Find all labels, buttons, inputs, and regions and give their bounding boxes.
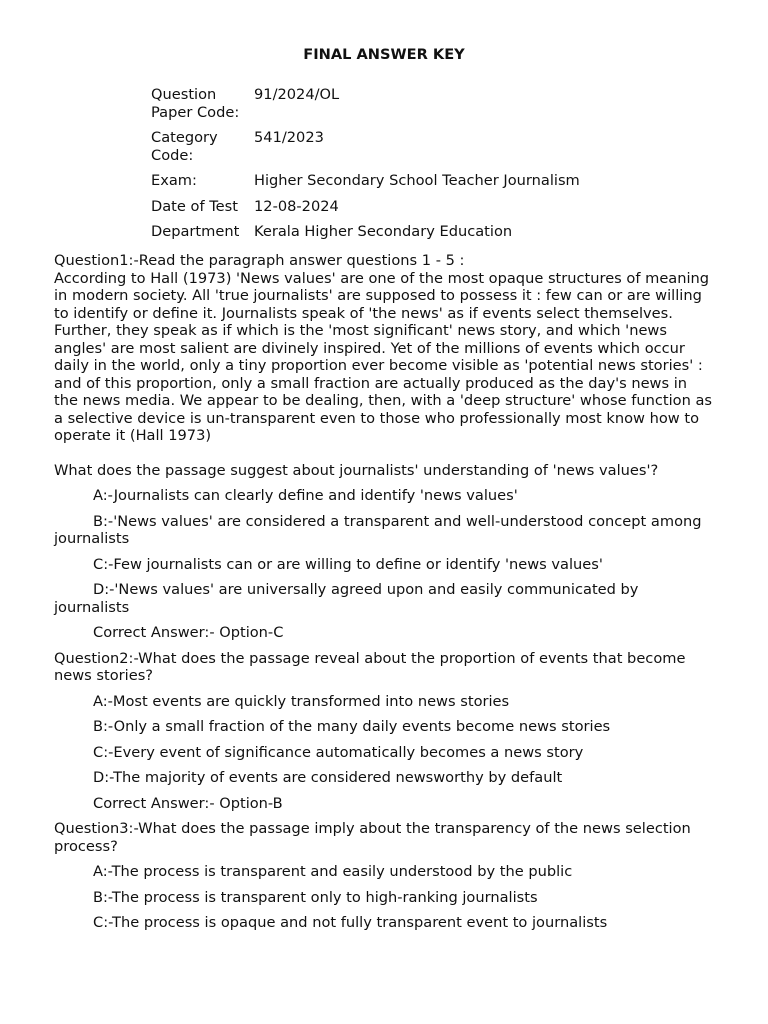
meta-row-department xyxy=(151,223,580,241)
document-title: FINAL ANSWER KEY xyxy=(303,46,465,63)
meta-label: Category Code: xyxy=(151,129,218,164)
question-1-option-c: C:-Few journalists can or are willing to define or identify 'news values' xyxy=(93,555,603,573)
question-2-correct-answer: Correct Answer:- Option-B xyxy=(93,794,283,812)
passage-heading: Question1:-Read the paragraph answer questions 1 - 5 : xyxy=(54,252,465,269)
question-1-option-d: D:-'News values' are universally agreed upon and easily communicated by journalists xyxy=(54,581,639,616)
question-2-stem: Question2:-What does the passage reveal about the proportion of events that become news stories? xyxy=(54,649,686,684)
meta-value: 12-08-2024 xyxy=(254,197,339,215)
question-1-option-a: A:-Journalists can clearly define and identify 'news values' xyxy=(93,487,518,504)
meta-row-question-paper-code xyxy=(151,86,580,129)
question-3-option-a: A:-The process is transparent and easily understood by the public xyxy=(93,863,573,880)
meta-label: Date of Test xyxy=(151,197,238,215)
question-3-option-b: B:-The process is transparent only to high-ranking journalists xyxy=(93,888,538,906)
question-1-correct-answer: Correct Answer:- Option-C xyxy=(93,624,284,641)
question-2-option-c: C:-Every event of significance automatically becomes a news story xyxy=(93,743,584,761)
question-3-option-c: C:-The process is opaque and not fully transparent event to journalists xyxy=(93,914,608,931)
meta-value: 91/2024/OL xyxy=(254,86,340,103)
meta-label: Department xyxy=(151,223,240,240)
meta-row-exam xyxy=(151,172,580,198)
question-1-option-b: B:-'News values' are considered a transparent and well-understood concept among journalists xyxy=(54,512,702,547)
meta-value: Kerala Higher Secondary Education xyxy=(254,223,513,240)
meta-value: 541/2023 xyxy=(254,129,324,146)
questions-content xyxy=(54,252,714,940)
meta-row-category-code xyxy=(151,129,580,172)
meta-value: Higher Secondary School Teacher Journalism xyxy=(254,172,580,189)
question-3-stem: Question3:-What does the passage imply about the transparency of the news selection process? xyxy=(54,820,691,855)
question-1-stem: What does the passage suggest about journalists' understanding of 'news values'? xyxy=(54,461,659,479)
question-2-option-a: A:-Most events are quickly transformed into news stories xyxy=(93,692,510,710)
exam-meta-table xyxy=(151,86,580,241)
meta-row-date-of-test xyxy=(151,198,580,224)
question-2-option-b: B:-Only a small fraction of the many daily events become news stories xyxy=(93,718,611,735)
passage-text: According to Hall (1973) 'News values' are one of the most opaque structures of meaning in modern society. All 'true journalists' are supposed to possess it : few can or are willing to identify or define it. Journalists speak of 'the news' as if events select themselves. Further, they speak as if which is the 'most significant' news story, and which 'news angles' are most salient are divinely inspired. Yet of the millions of events which occur daily in the world, only a tiny proportion ever become visible as 'potential news stories' : and of this proportion, only a small fraction are actually produced as the day's news in the news media. We appear to be dealing, then, with a 'deep structure' whose function as a selective device is un-transparent even to those who professionally most know how to operate it (Hall 1973) xyxy=(54,269,713,444)
meta-label: Exam: xyxy=(151,172,197,189)
meta-label: Question Paper Code: xyxy=(151,86,240,121)
question-2-option-d: D:-The majority of events are considered newsworthy by default xyxy=(93,769,563,786)
